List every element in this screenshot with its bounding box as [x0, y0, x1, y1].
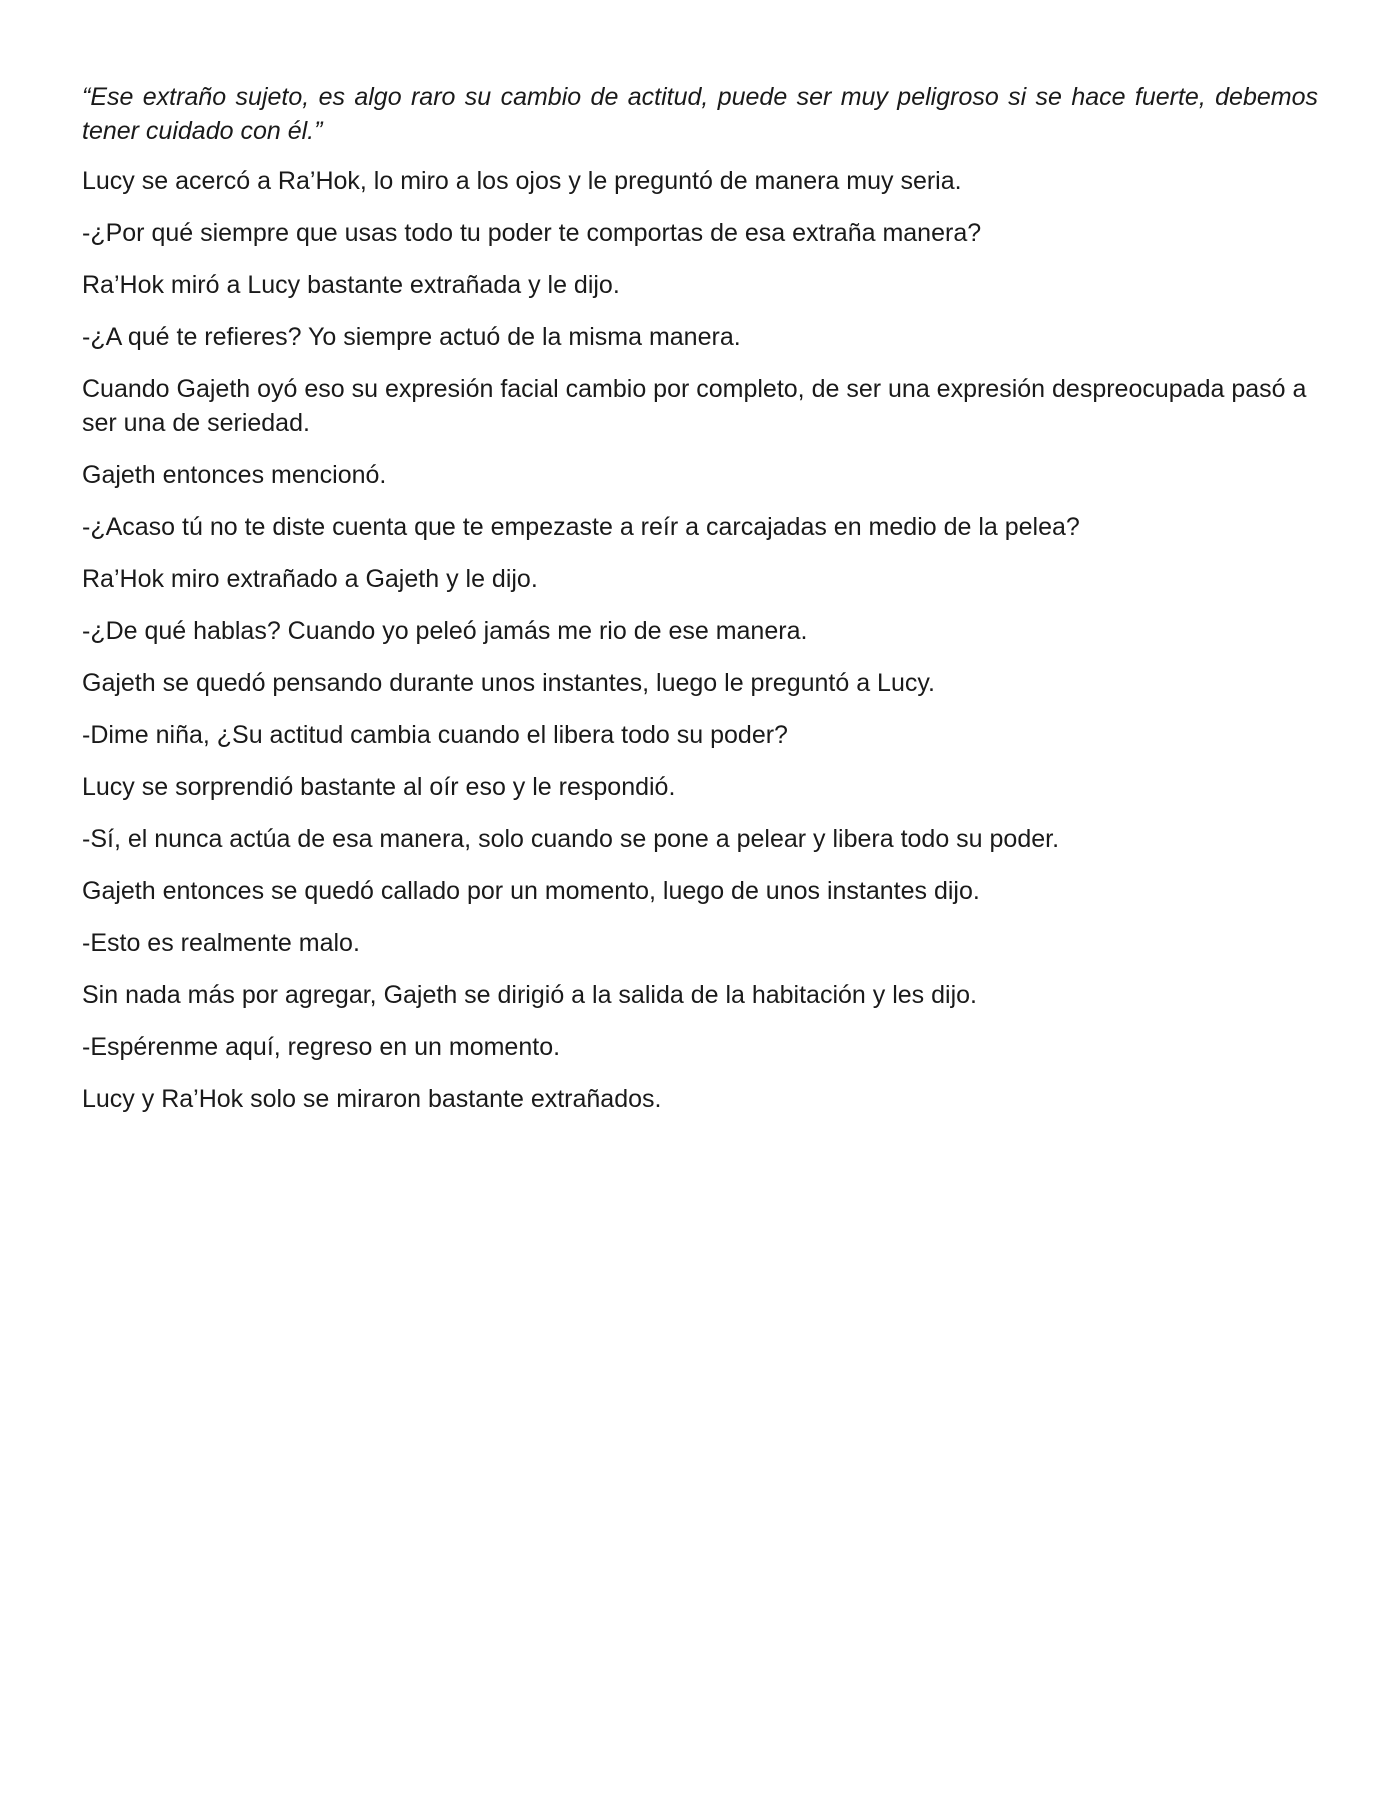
paragraph: Lucy se acercó a Ra’Hok, lo miro a los ojos y le preguntó de manera muy seria. — [82, 167, 962, 195]
paragraph-dialogue: -Sí, el nunca actúa de esa manera, solo cuando se pone a pelear y libera todo su poder. — [82, 825, 1060, 853]
paragraph-thought: “Ese extraño sujeto, es algo raro su cambio de actitud, puede ser muy peligroso si se hace fuerte, debemos tener cuidado con él.” — [82, 83, 1318, 145]
paragraph-dialogue: -Esto es realmente malo. — [82, 929, 360, 957]
paragraph-dialogue: -¿Por qué siempre que usas todo tu poder te comportas de esa extraña manera? — [82, 219, 982, 247]
paragraph: Ra’Hok miro extrañado a Gajeth y le dijo. — [82, 565, 538, 593]
paragraph: Sin nada más por agregar, Gajeth se dirigió a la salida de la habitación y les dijo. — [82, 981, 977, 1009]
paragraph: Lucy se sorprendió bastante al oír eso y le respondió. — [82, 773, 676, 801]
paragraph: Lucy y Ra’Hok solo se miraron bastante extrañados. — [82, 1085, 662, 1113]
paragraph: Cuando Gajeth oyó eso su expresión facial cambio por completo, de ser una expresión despreocupada pasó a ser una de seriedad. — [82, 375, 1307, 437]
paragraph-dialogue: -Espérenme aquí, regreso en un momento. — [82, 1033, 561, 1061]
paragraph: Gajeth entonces mencionó. — [82, 461, 387, 489]
paragraph-dialogue: -¿De qué hablas? Cuando yo peleó jamás me rio de ese manera. — [82, 617, 808, 645]
paragraph: Ra’Hok miró a Lucy bastante extrañada y le dijo. — [82, 271, 620, 299]
paragraph: Gajeth se quedó pensando durante unos instantes, luego le preguntó a Lucy. — [82, 669, 935, 697]
document-body — [82, 80, 1318, 1134]
paragraph-dialogue: -¿A qué te refieres? Yo siempre actuó de la misma manera. — [82, 323, 741, 351]
paragraph: Gajeth entonces se quedó callado por un momento, luego de unos instantes dijo. — [82, 877, 980, 905]
paragraph-dialogue: -Dime niña, ¿Su actitud cambia cuando el libera todo su poder? — [82, 721, 788, 749]
paragraph-dialogue: -¿Acaso tú no te diste cuenta que te empezaste a reír a carcajadas en medio de la pelea? — [82, 513, 1080, 541]
